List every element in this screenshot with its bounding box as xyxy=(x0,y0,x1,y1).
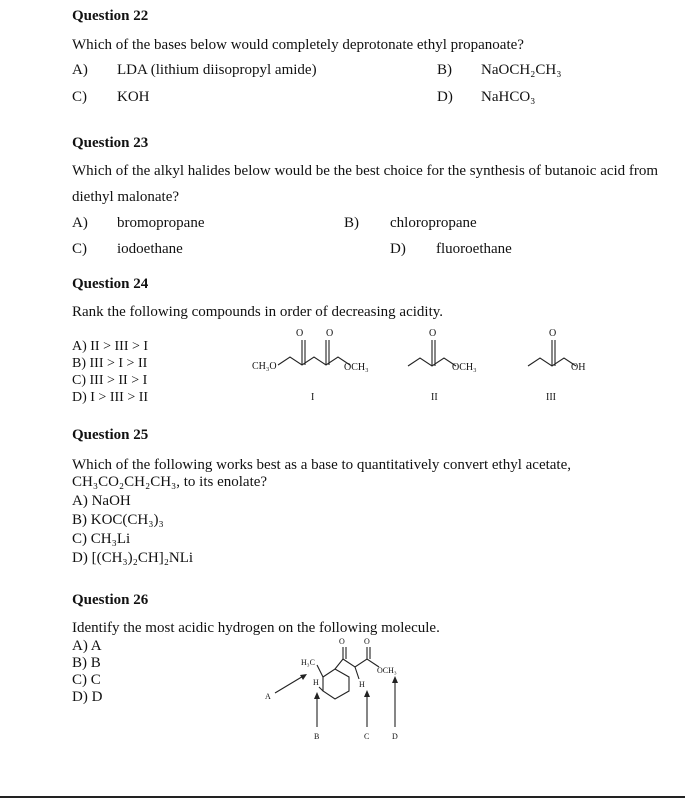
q26-methyl-label: H₃C xyxy=(301,658,315,667)
q26-oxygen-1: O xyxy=(339,637,345,646)
q23-option-b-letter: B) xyxy=(344,215,359,231)
q23-question-line1: Which of the alkyl halides below would be the best choice for the synthesis of butanoic acid from xyxy=(72,163,659,179)
q22-option-a-letter: A) xyxy=(72,62,88,78)
q26-label-c: C xyxy=(364,732,370,741)
q25-option-a: A) NaOH xyxy=(72,493,131,509)
q26-h-b: H xyxy=(313,678,319,687)
compound-iii-right-group: OH xyxy=(571,362,586,373)
q24-option-a: A) II > III > I xyxy=(72,339,149,354)
compound-ii-oxygen: O xyxy=(429,328,437,339)
q26-option-a: A) A xyxy=(72,638,102,654)
side-chain xyxy=(335,659,379,669)
q22-option-b-letter: B) xyxy=(437,62,452,78)
q24-option-b: B) III > I > II xyxy=(72,356,148,371)
q26-heading: Question 26 xyxy=(72,592,149,608)
q23-option-a-text: bromopropane xyxy=(117,215,205,231)
compound-i-oxygen-1: O xyxy=(296,328,304,339)
arrow-a xyxy=(275,675,305,693)
compound-i-label: I xyxy=(311,392,315,403)
q26-option-b: B) B xyxy=(72,655,101,671)
compound-iii-oxygen: O xyxy=(549,328,557,339)
q23-option-c-text: iodoethane xyxy=(117,241,183,257)
q22-option-c-letter: C) xyxy=(72,89,87,105)
q26-molecule xyxy=(255,635,425,745)
q26-h-c: H xyxy=(359,680,365,689)
compound-ii-right-group: OCH₃ xyxy=(452,362,477,373)
q25-option-d: D) [(CH₃)₂CH]₂NLi xyxy=(72,550,194,566)
h-bond-c xyxy=(355,667,359,679)
q26-label-a: A xyxy=(265,692,271,701)
q22-question: Which of the bases below would completely deprotonate ethyl propanoate? xyxy=(72,37,524,53)
cyclohexane-ring xyxy=(323,669,349,699)
q23-option-d-text: fluoroethane xyxy=(436,241,512,257)
q25-question-line2: CH₃CO₂CH₂CH₃, to its enolate? xyxy=(72,474,268,490)
q23-option-c-letter: C) xyxy=(72,241,87,257)
q25-option-c: C) CH₃Li xyxy=(72,531,131,547)
compound-i-right-group: OCH₃ xyxy=(344,362,369,373)
q23-question-line2: diethyl malonate? xyxy=(72,189,180,205)
q26-oxygen-2: O xyxy=(364,637,370,646)
q23-option-b-text: chloropropane xyxy=(390,215,477,231)
q24-question: Rank the following compounds in order of decreasing acidity. xyxy=(72,304,444,320)
q22-option-d-text: NaHCO₃ xyxy=(481,89,536,105)
q22-option-d-letter: D) xyxy=(437,89,453,105)
q24-heading: Question 24 xyxy=(72,276,149,292)
q23-heading: Question 23 xyxy=(72,135,149,151)
q22-heading: Question 22 xyxy=(72,8,149,24)
q23-option-d-letter: D) xyxy=(390,241,406,257)
compound-i-chain xyxy=(278,357,350,365)
q24-option-d: D) I > III > II xyxy=(72,390,149,405)
page-bottom-border xyxy=(0,796,685,798)
compound-i-oxygen-2: O xyxy=(326,328,334,339)
q25-question-line1: Which of the following works best as a base to quantitatively convert ethyl acetate, xyxy=(72,457,572,473)
h-bond-b xyxy=(319,687,323,691)
compound-i-left-group: CH₃O xyxy=(252,361,277,372)
q26-ester-label: OCH₃ xyxy=(377,666,397,675)
q22-option-b-text: NaOCH₂CH₃ xyxy=(481,62,562,78)
q26-option-d: D) D xyxy=(72,689,103,705)
q26-question: Identify the most acidic hydrogen on the following molecule. xyxy=(72,620,440,636)
q22-option-a-text: LDA (lithium diisopropyl amide) xyxy=(117,62,317,78)
compound-iii-label: III xyxy=(546,392,556,403)
q23-option-a-letter: A) xyxy=(72,215,88,231)
q22-option-c-text: KOH xyxy=(117,89,150,105)
q25-heading: Question 25 xyxy=(72,427,149,443)
q24-option-c: C) III > II > I xyxy=(72,373,148,388)
methyl-bond xyxy=(317,665,323,677)
compound-ii-label: II xyxy=(431,392,438,403)
q26-label-d: D xyxy=(392,732,398,741)
q24-structures xyxy=(250,322,600,412)
q26-option-c: C) C xyxy=(72,672,101,688)
q25-option-b: B) KOC(CH₃)₃ xyxy=(72,512,164,528)
q26-label-b: B xyxy=(314,732,320,741)
